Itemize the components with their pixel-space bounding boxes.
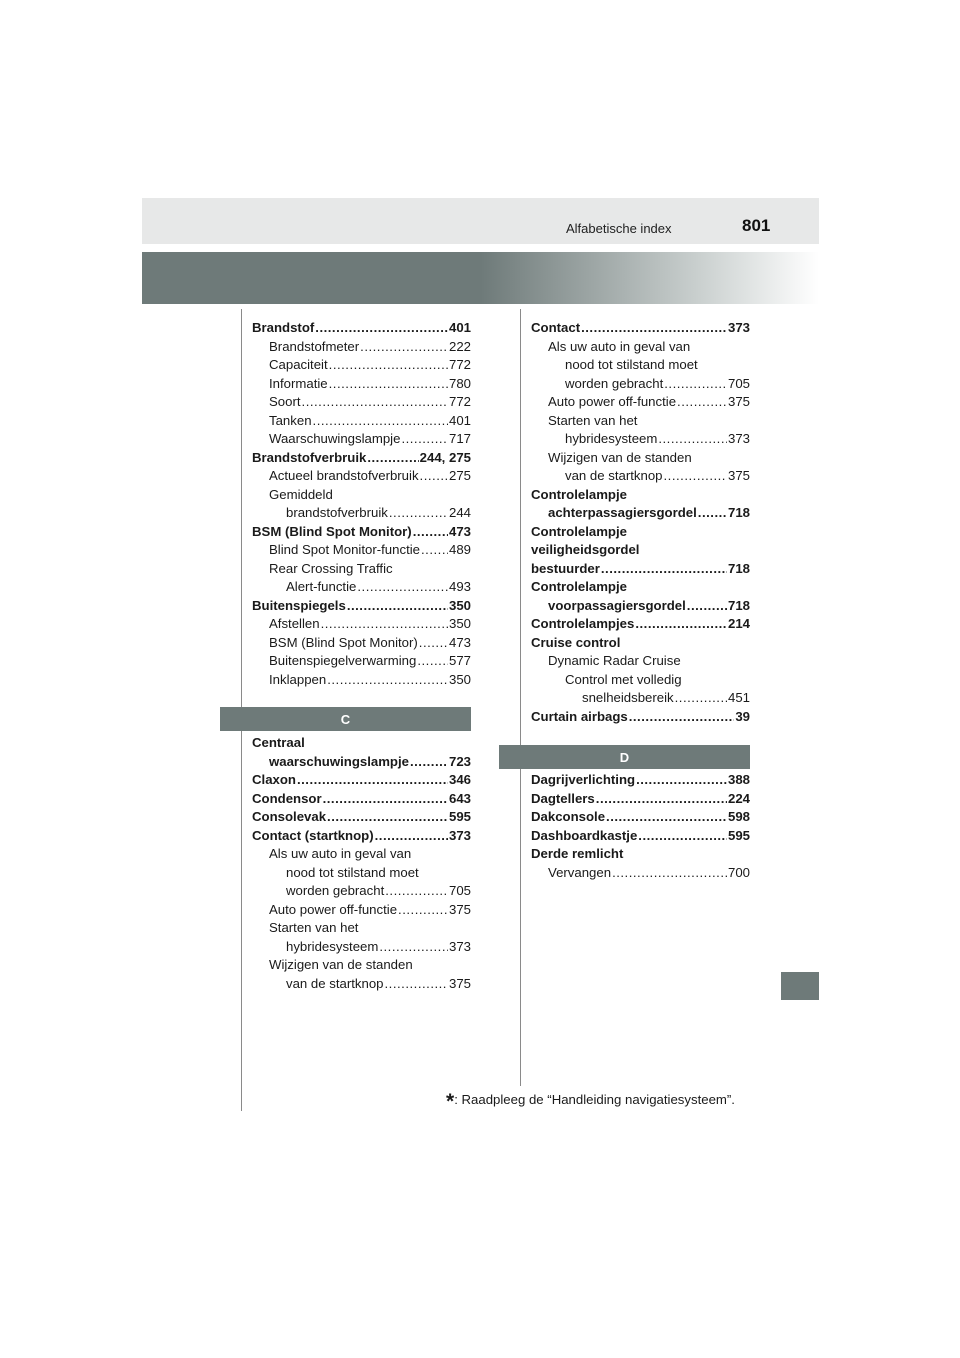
index-term: Afstellen xyxy=(269,616,320,631)
index-line xyxy=(269,560,471,579)
index-term: Auto power off-functie xyxy=(269,901,398,917)
index-entry xyxy=(252,449,471,468)
page-reference: 222 xyxy=(448,338,471,354)
dot-leader xyxy=(687,597,727,616)
section-thumb-tab xyxy=(781,972,819,1000)
index-entry xyxy=(252,652,471,671)
index-entry xyxy=(252,808,471,827)
index-entry xyxy=(531,771,750,790)
page-reference: 388 xyxy=(727,772,750,787)
index-list-c-continued xyxy=(531,319,750,726)
dot-leader xyxy=(329,375,448,394)
index-term: Blind Spot Monitor-functie xyxy=(269,542,420,557)
dot-leader xyxy=(629,708,735,727)
page-reference: 244 xyxy=(448,505,471,520)
index-entry xyxy=(252,771,471,790)
dot-leader xyxy=(606,808,727,827)
dot-leader xyxy=(636,771,727,790)
index-line xyxy=(269,938,471,957)
index-term: Consolevak xyxy=(252,809,327,824)
index-term: Claxon xyxy=(252,772,296,787)
index-entry xyxy=(252,412,471,431)
dot-leader xyxy=(385,975,448,994)
index-term: Brandstofmeter xyxy=(269,338,360,354)
index-line xyxy=(565,671,750,690)
index-line xyxy=(252,771,471,790)
index-line xyxy=(531,486,750,505)
dot-leader xyxy=(398,901,448,920)
dot-leader xyxy=(302,393,448,412)
index-term: Soort xyxy=(269,394,301,409)
index-line xyxy=(531,523,750,542)
dot-leader xyxy=(357,578,448,597)
page-reference: 489 xyxy=(448,542,471,557)
index-term: Wijzigen van de standen xyxy=(548,449,692,465)
index-entry xyxy=(531,827,750,846)
index-entry xyxy=(252,486,471,523)
page-reference: 772 xyxy=(448,394,471,409)
dot-leader xyxy=(347,597,448,616)
dot-leader xyxy=(417,652,448,671)
page-reference: 643 xyxy=(448,790,471,806)
dot-leader xyxy=(327,808,448,827)
index-term: Capaciteit xyxy=(269,357,328,372)
page-reference: 718 xyxy=(727,560,750,576)
index-line xyxy=(548,338,750,357)
index-line xyxy=(252,597,471,616)
index-term: Wijzigen van de standen xyxy=(269,957,413,972)
index-entry xyxy=(531,615,750,634)
index-entry xyxy=(531,652,750,671)
index-line xyxy=(269,375,471,394)
index-term: Dashboardkastje xyxy=(531,827,638,843)
page-reference: 375 xyxy=(448,975,471,991)
index-entry xyxy=(252,919,471,956)
header-bar xyxy=(142,198,819,244)
index-entry xyxy=(252,338,471,357)
dot-leader xyxy=(375,827,448,846)
index-entry xyxy=(531,412,750,449)
index-entry xyxy=(252,523,471,542)
column-divider-middle xyxy=(520,309,521,1086)
index-line xyxy=(531,845,750,864)
index-line xyxy=(252,790,471,809)
dot-leader xyxy=(413,523,448,542)
index-term-continuation: brandstofverbruik xyxy=(286,505,388,520)
index-term: Centraal xyxy=(252,735,305,750)
dot-leader xyxy=(379,938,448,957)
index-entry xyxy=(252,375,471,394)
page-reference: 350 xyxy=(448,616,471,631)
index-term-continuation: van de startknop xyxy=(286,975,384,991)
index-list-c xyxy=(252,734,471,993)
index-entry xyxy=(252,634,471,653)
dot-leader xyxy=(385,882,448,901)
index-entry xyxy=(252,356,471,375)
page-reference: 401 xyxy=(448,412,471,428)
index-term-continuation: waarschuwingslampje xyxy=(269,753,409,769)
dot-leader xyxy=(596,790,727,809)
page-reference: 705 xyxy=(448,883,471,898)
index-term: Brandstofverbruik xyxy=(252,449,367,465)
index-term-continuation: hybridesysteem xyxy=(565,431,658,446)
index-line xyxy=(269,919,471,938)
dot-leader xyxy=(419,634,448,653)
page-reference: 473 xyxy=(448,523,471,539)
index-entry xyxy=(252,734,471,771)
index-term: Buitenspiegels xyxy=(252,597,346,613)
index-entry xyxy=(252,827,471,846)
index-line xyxy=(269,634,471,653)
index-term-continuation: achterpassagiersgordel xyxy=(548,505,697,520)
page-reference: 595 xyxy=(727,827,750,843)
index-term: Starten van het xyxy=(269,920,359,935)
page-reference: 493 xyxy=(448,579,471,594)
dot-leader xyxy=(664,375,727,394)
index-entry xyxy=(252,615,471,634)
index-line xyxy=(269,356,471,375)
dot-leader xyxy=(658,430,727,449)
index-line xyxy=(269,486,471,505)
page-reference: 700 xyxy=(727,864,750,880)
page-reference: 577 xyxy=(448,653,471,668)
index-term-continuation: Alert-functie xyxy=(286,579,357,594)
index-entry xyxy=(252,467,471,486)
index-entry xyxy=(252,790,471,809)
page-reference: 373 xyxy=(448,938,471,954)
page-reference: 718 xyxy=(727,597,750,613)
index-line xyxy=(269,901,471,920)
page-reference: 350 xyxy=(448,597,471,613)
section-header-d: D xyxy=(499,745,750,769)
index-line xyxy=(269,578,471,597)
index-entry xyxy=(252,901,471,920)
gradient-band xyxy=(142,252,819,304)
index-term-continuation: veiligheidsgordel xyxy=(531,542,640,557)
index-line xyxy=(531,578,750,597)
page-reference: 473 xyxy=(448,634,471,650)
index-list-d xyxy=(531,771,750,882)
index-term: Gemiddeld xyxy=(269,486,333,502)
index-entry xyxy=(531,523,750,579)
page-reference: 375 xyxy=(727,394,750,409)
index-line xyxy=(548,356,750,375)
index-line xyxy=(269,430,471,449)
index-term-continuation: bestuurder xyxy=(531,560,600,576)
index-line xyxy=(531,634,750,653)
index-entry xyxy=(531,393,750,412)
index-line xyxy=(252,827,471,846)
page-reference: 244, 275 xyxy=(419,449,471,465)
index-line xyxy=(548,449,750,468)
index-entry xyxy=(252,597,471,616)
page-reference: 346 xyxy=(448,772,471,787)
dot-leader xyxy=(360,338,448,357)
index-term: Brandstof xyxy=(252,320,315,335)
page-reference: 717 xyxy=(448,431,471,446)
index-column-left xyxy=(252,319,471,689)
index-entry xyxy=(531,845,750,864)
index-term: Controlelampje xyxy=(531,486,627,502)
index-term: Dagrijverlichting xyxy=(531,772,636,787)
index-line xyxy=(269,845,471,864)
dot-leader xyxy=(367,449,418,468)
page-title: Alfabetische index xyxy=(566,221,672,236)
page-reference: 373 xyxy=(727,320,750,335)
index-entry xyxy=(531,319,750,338)
dot-leader xyxy=(421,541,448,560)
index-line xyxy=(531,560,750,579)
index-line xyxy=(531,615,750,634)
footnote xyxy=(446,1086,735,1113)
page-reference: 451 xyxy=(727,690,750,705)
index-term: BSM (Blind Spot Monitor) xyxy=(269,634,418,650)
index-line xyxy=(531,827,750,846)
index-term-continuation: voorpassagiersgordel xyxy=(548,597,686,613)
index-term: Informatie xyxy=(269,375,328,391)
index-term: Buitenspiegelverwarming xyxy=(269,653,417,668)
index-entry xyxy=(252,560,471,597)
index-term: Condensor xyxy=(252,790,322,806)
index-line xyxy=(548,412,750,431)
index-entry xyxy=(531,578,750,615)
dot-leader xyxy=(327,671,448,690)
index-entry xyxy=(252,671,471,690)
dot-leader xyxy=(315,319,448,338)
index-column-right xyxy=(531,319,750,726)
index-entry xyxy=(531,808,750,827)
index-line xyxy=(531,541,750,560)
index-line xyxy=(548,467,750,486)
index-entry xyxy=(531,634,750,653)
index-term: Als uw auto in geval van xyxy=(269,846,412,861)
index-entry xyxy=(531,671,750,708)
index-term-continuation: hybridesysteem xyxy=(286,938,379,954)
index-line xyxy=(269,541,471,560)
index-line xyxy=(531,790,750,809)
dot-leader xyxy=(329,356,448,375)
index-term: Contact (startknop) xyxy=(252,827,374,843)
page-reference: 373 xyxy=(448,827,471,843)
index-line xyxy=(531,808,750,827)
index-line xyxy=(531,319,750,338)
index-entry xyxy=(252,319,471,338)
dot-leader xyxy=(612,864,727,883)
index-line xyxy=(548,393,750,412)
dot-leader xyxy=(664,467,727,486)
page-reference: 214 xyxy=(727,616,750,631)
index-line xyxy=(548,430,750,449)
index-line xyxy=(269,975,471,994)
index-column-left-c xyxy=(252,734,471,993)
page-reference: 780 xyxy=(448,375,471,391)
index-term: Auto power off-functie xyxy=(548,394,677,409)
index-entry xyxy=(531,708,750,727)
index-line xyxy=(548,375,750,394)
dot-leader xyxy=(601,560,727,579)
index-entry xyxy=(252,956,471,993)
index-line xyxy=(252,449,471,468)
dot-leader xyxy=(297,771,448,790)
index-term: Tanken xyxy=(269,412,312,428)
index-term: Controlelampje xyxy=(531,579,627,594)
index-term: Controlelampjes xyxy=(531,616,635,631)
index-line xyxy=(252,808,471,827)
index-entry xyxy=(252,845,471,901)
index-term: Actueel brandstofverbruik xyxy=(269,468,419,483)
index-line xyxy=(531,771,750,790)
index-line xyxy=(269,504,471,523)
index-line xyxy=(269,671,471,690)
section-header-c: C xyxy=(220,707,471,731)
index-line xyxy=(252,523,471,542)
index-term-continuation: nood tot stilstand moet xyxy=(286,864,419,880)
page-number: 801 xyxy=(742,216,771,235)
index-line xyxy=(269,467,471,486)
page-reference: 598 xyxy=(727,809,750,824)
index-line xyxy=(269,882,471,901)
index-term: Als uw auto in geval van xyxy=(548,338,691,354)
page-reference: 718 xyxy=(727,505,750,520)
index-line xyxy=(565,689,750,708)
index-line xyxy=(548,652,750,671)
index-term: Vervangen xyxy=(548,864,612,880)
index-term: Cruise control xyxy=(531,634,621,650)
dot-leader xyxy=(313,412,448,431)
dot-leader xyxy=(677,393,727,412)
index-entry xyxy=(531,486,750,523)
dot-leader xyxy=(698,504,727,523)
index-term: Contact xyxy=(531,320,581,335)
index-term-continuation: snelheidsbereik xyxy=(582,690,674,705)
dot-leader xyxy=(389,504,448,523)
index-line xyxy=(269,412,471,431)
index-term: Waarschuwingslampje xyxy=(269,431,401,446)
page-reference: 401 xyxy=(448,320,471,335)
index-entry xyxy=(531,790,750,809)
page-reference: 373 xyxy=(727,431,750,446)
dot-leader xyxy=(675,689,727,708)
index-line xyxy=(269,956,471,975)
index-term: Inklappen xyxy=(269,671,327,687)
dot-leader xyxy=(410,753,448,772)
dot-leader xyxy=(638,827,727,846)
index-line xyxy=(269,652,471,671)
index-line xyxy=(531,708,750,727)
page-reference: 705 xyxy=(727,375,750,391)
index-entry xyxy=(531,864,750,883)
index-term: Dynamic Radar Cruise xyxy=(548,653,681,668)
page-reference: 723 xyxy=(448,753,471,769)
page-reference: 375 xyxy=(727,468,750,483)
index-entry xyxy=(531,338,750,394)
index-column-right-d xyxy=(531,771,750,882)
dot-leader xyxy=(581,319,727,338)
index-line xyxy=(269,338,471,357)
index-list-b xyxy=(252,319,471,689)
page-reference: 350 xyxy=(448,671,471,687)
dot-leader xyxy=(323,790,448,809)
page-reference: 772 xyxy=(448,357,471,372)
page-reference: 595 xyxy=(448,809,471,824)
index-term-continuation: worden gebracht xyxy=(565,375,664,391)
index-line xyxy=(531,504,750,523)
footnote-star: * xyxy=(446,1090,455,1113)
index-line xyxy=(269,864,471,883)
index-term: Curtain airbags xyxy=(531,708,628,724)
page-reference: 275 xyxy=(448,468,471,483)
dot-leader xyxy=(401,430,448,449)
index-term: Starten van het xyxy=(548,412,638,428)
index-term-continuation: worden gebracht xyxy=(286,883,385,898)
index-term: Controlelampje xyxy=(531,523,627,539)
page-reference: 375 xyxy=(448,901,471,917)
index-term: Control met volledig xyxy=(565,671,682,687)
dot-leader xyxy=(420,467,448,486)
index-term: Rear Crossing Traffic xyxy=(269,560,393,576)
index-line xyxy=(269,615,471,634)
page-reference: 39 xyxy=(735,708,750,724)
index-line xyxy=(269,393,471,412)
index-entry xyxy=(531,449,750,486)
index-term: Dagtellers xyxy=(531,790,595,806)
index-line xyxy=(252,734,471,753)
dot-leader xyxy=(321,615,448,634)
index-term-continuation: nood tot stilstand moet xyxy=(565,357,698,372)
index-line xyxy=(252,753,471,772)
index-line xyxy=(531,597,750,616)
dot-leader xyxy=(635,615,727,634)
index-term-continuation: van de startknop xyxy=(565,468,663,483)
page-reference: 224 xyxy=(727,790,750,806)
index-entry xyxy=(252,393,471,412)
index-entry xyxy=(252,430,471,449)
index-term: Derde remlicht xyxy=(531,846,624,861)
index-line xyxy=(252,319,471,338)
index-line xyxy=(548,864,750,883)
index-entry xyxy=(252,541,471,560)
index-term: Dakconsole xyxy=(531,809,606,824)
footnote-text: : Raadpleeg de “Handleiding navigatiesysteem”. xyxy=(454,1092,735,1107)
index-term: BSM (Blind Spot Monitor) xyxy=(252,523,412,539)
